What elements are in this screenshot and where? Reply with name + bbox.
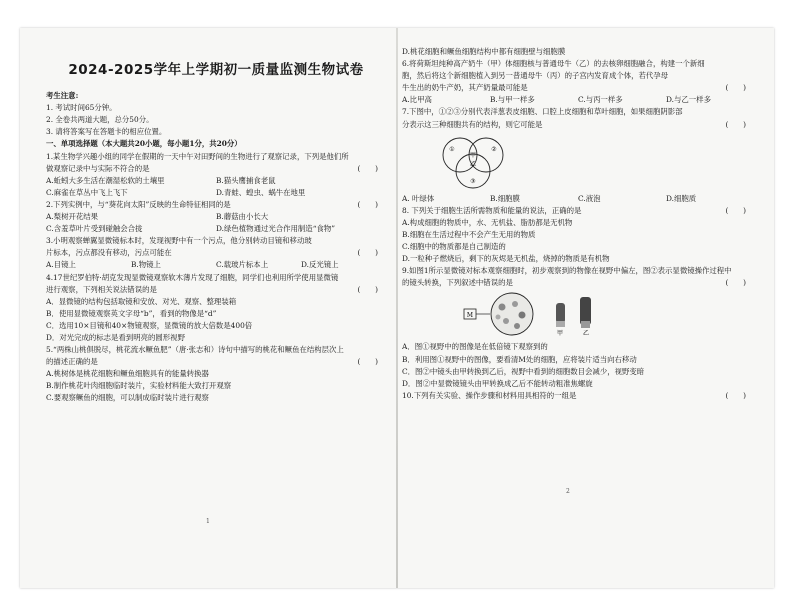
objective-jia <box>556 303 565 323</box>
q8-option-b: B.细胞在生活过程中不会产生无用的物质 <box>402 229 536 239</box>
page-right <box>402 28 754 402</box>
question-9: 9.如图1所示显微镜对标本观察细胞时，初步观察到的物像在视野中偏左，图②表示显微镜操作过程中 <box>402 266 732 276</box>
q4-option-d: D．对光完成的标志是看到明亮的圆形视野 <box>46 332 185 342</box>
q8-option-a: A.构成细胞的物质中，水、无机盐、脂肪都是无机物 <box>402 217 573 227</box>
microscope-figure <box>402 291 754 339</box>
q4-option-a: A．显微镜的结构包括取镜和安放、对光、观察、整理装箱 <box>46 296 237 306</box>
exam-content <box>20 28 774 588</box>
q3-option-c: C.载玻片标本上 <box>216 260 269 270</box>
cell-dot <box>519 312 526 319</box>
question-10: 10.下列有关实验、操作步骤和材料用具相符的一组是 ( ) <box>402 390 746 400</box>
objective-yi-tip <box>581 321 590 328</box>
q2-option-c: C.含羞草叶片受到碰触会合拢 <box>46 224 143 234</box>
question-5: 5.“两株山桃俱脱尽，桃花流水鳜鱼肥”（唐·张志和）诗句中描写的桃花和鳜鱼在结构层次上 <box>46 345 344 355</box>
q3-options <box>46 259 386 271</box>
q9-option-a: A．图①视野中的图像是在低倍镜下观察到的 <box>402 342 548 352</box>
q5-option-c: C.要观察鳜鱼的细胞，可以制成临时装片进行观察 <box>46 393 209 403</box>
microscope-svg <box>462 291 642 339</box>
question-1: 1.某生物学兴趣小组的同学在假期的一天中午对田野间的生物进行了观察记录，下列是他们所 <box>46 151 349 161</box>
objective-yi <box>580 297 591 325</box>
venn-label-1: ① <box>449 145 455 153</box>
section-heading: 一、单项选择题（本大题共20小题，每小题1分，共20分） <box>46 139 242 149</box>
q8-option-c: C.细胞中的物质都是自己制造的 <box>402 242 506 252</box>
venn-label-3: ③ <box>470 177 476 185</box>
venn-label-yi: 乙 <box>469 160 477 168</box>
q3-option-a: A.目镜上 <box>46 260 76 270</box>
question-1-cont: 做观察记录中与实际不符合的是 ( ) <box>46 163 378 173</box>
q2-options <box>46 211 386 223</box>
venn-diagram <box>402 133 754 191</box>
objective-jia-label: 甲 <box>556 330 564 338</box>
q2-option-b: B.蘑菇由小长大 <box>216 212 269 222</box>
q5-option-d: D.桃花细胞和鳜鱼细胞结构中都有细胞壁与细胞膜 <box>402 47 566 56</box>
objective-yi-label: 乙 <box>582 330 590 338</box>
cell-dot <box>514 323 520 329</box>
question-4-cont: 进行观察，下列相关说法错误的是 ( ) <box>46 284 378 294</box>
q7-option-c: C.液泡 <box>578 193 601 203</box>
q1-option-c: C.麻雀在草丛中飞上飞下 <box>46 187 128 197</box>
venn-label-2: ② <box>491 145 497 153</box>
q5-option-a: A.桃树体是桃花细胞和鳜鱼细胞具有的能量转换器 <box>46 369 209 379</box>
note-line: 1. 考试时间65分钟。 <box>46 103 117 113</box>
page-number-left: 1 <box>206 518 210 525</box>
q8-option-d: D.一粒种子燃烧后，剩下的灰烬是无机盐，烧掉的物质是有机物 <box>402 254 610 264</box>
q1-options-2 <box>46 187 386 199</box>
q9-option-d: D．图②中显微镜镜头由甲转换成乙后不能转动粗准焦螺旋 <box>402 378 593 388</box>
q6-option-d: D.与乙一样多 <box>666 95 711 105</box>
exam-title: 2024-2025学年上学期初一质量监测生物试卷 <box>68 62 364 78</box>
q3-option-b: B.物镜上 <box>131 260 161 270</box>
page-number-right: 2 <box>566 488 570 495</box>
q7-option-a: A. 叶绿体 <box>402 193 435 203</box>
q2-options-2 <box>46 223 386 235</box>
note-line: 3. 请将答案写在答题卡的相应位置。 <box>46 127 167 137</box>
question-7: 7.下图中，①②③分别代表洋葱表皮细胞、口腔上皮细胞和草叶细胞，如果细胞阴影部 <box>402 107 683 117</box>
q7-options <box>402 193 754 205</box>
q2-option-d: D.绿色植物通过光合作用制造“食物” <box>216 224 336 234</box>
question-4: 4.17世纪罗伯特·胡克发现显微镜观察软木薄片发现了细胞，同学们也利用所学使用显微镜 <box>46 272 339 282</box>
q7-option-b: B.细胞膜 <box>490 193 520 203</box>
cell-dot <box>503 318 509 324</box>
question-3-cont: 片标本，污点都没有移动，污点可能在 ( ) <box>46 248 378 258</box>
question-6-cont2: 牛生出的奶牛产奶，其产奶量最可能是 ( ) <box>402 83 746 93</box>
q4-option-b: B．使用显微镜观察英文字母“b”，看到的物像是“d” <box>46 308 217 318</box>
venn-label-jia: 甲 <box>469 151 477 159</box>
q2-option-a: A.梨树开花结果 <box>46 212 99 222</box>
q5-option-b: B.制作桃花叶肉细胞临时装片，实验材料能大致打开观察 <box>46 381 232 391</box>
q9-option-c: C．图②中镜头由甲转换到乙后，视野中看到的细胞数目会减少，视野变暗 <box>402 366 645 376</box>
question-6-cont: 胞，然后将这个新细胞植入到另一普通母牛（丙）的子宫内发育成个体，若代孕母 <box>402 71 669 81</box>
q6-options <box>402 94 754 106</box>
q6-option-a: A.比甲高 <box>402 95 432 105</box>
note-line: 2. 全卷共两道大题，总分50分。 <box>46 115 154 125</box>
q6-option-b: B.与甲一样多 <box>490 95 535 105</box>
question-7-cont: 分表示这三种细胞共有的结构，则它可能是 ( ) <box>402 119 746 129</box>
venn-svg <box>416 133 536 191</box>
page-left <box>46 28 386 405</box>
q3-option-d: D.反光镜上 <box>301 260 339 270</box>
notes-header: 考生注意: <box>46 91 79 101</box>
q4-option-c: C．选用10×目镜和40×物镜观察，显微镜的放大倍数是400倍 <box>46 320 253 330</box>
question-8: 8. 下列关于细胞生活所需物质和能量的说法，正确的是 ( ) <box>402 205 746 215</box>
q1-options <box>46 175 386 187</box>
q6-option-c: C.与丙一样多 <box>578 95 623 105</box>
question-2: 2.下列实例中，与“葵花向太阳”反映的生命特征相同的是 ( ) <box>46 199 378 209</box>
question-9-cont: 的镜头转换，下列叙述中错误的是 ( ) <box>402 278 746 288</box>
question-6: 6.将荷斯坦纯种高产奶牛（甲）体细胞核与普通母牛（乙）的去核卵细胞融合，构建一个新细 <box>402 59 705 69</box>
cell-dot <box>512 301 518 307</box>
cell-dot <box>496 315 501 320</box>
q1-option-b: B.猫头鹰捕食老鼠 <box>216 175 276 185</box>
q9-option-b: B．利用图①视野中的图像，要看清M处的细胞，应将装片适当向右移动 <box>402 354 637 364</box>
question-3: 3.小明观察蝉翼显微镜标本时，发现视野中有一个污点，他分别转动目镜和移动玻 <box>46 236 312 246</box>
field-of-view-circle <box>491 293 533 335</box>
cell-dot <box>499 304 506 311</box>
objective-jia-tip <box>556 321 565 327</box>
q1-option-d: D.青蛙、蝗虫、蜗牛在地里 <box>216 187 306 197</box>
m-label: M <box>466 312 474 320</box>
question-5-cont: 的描述正确的是 ( ) <box>46 357 378 367</box>
q1-option-a: A.蚯蚓大多生活在潮湿松软的土壤里 <box>46 175 165 185</box>
q7-option-d: D.细胞质 <box>666 193 697 203</box>
